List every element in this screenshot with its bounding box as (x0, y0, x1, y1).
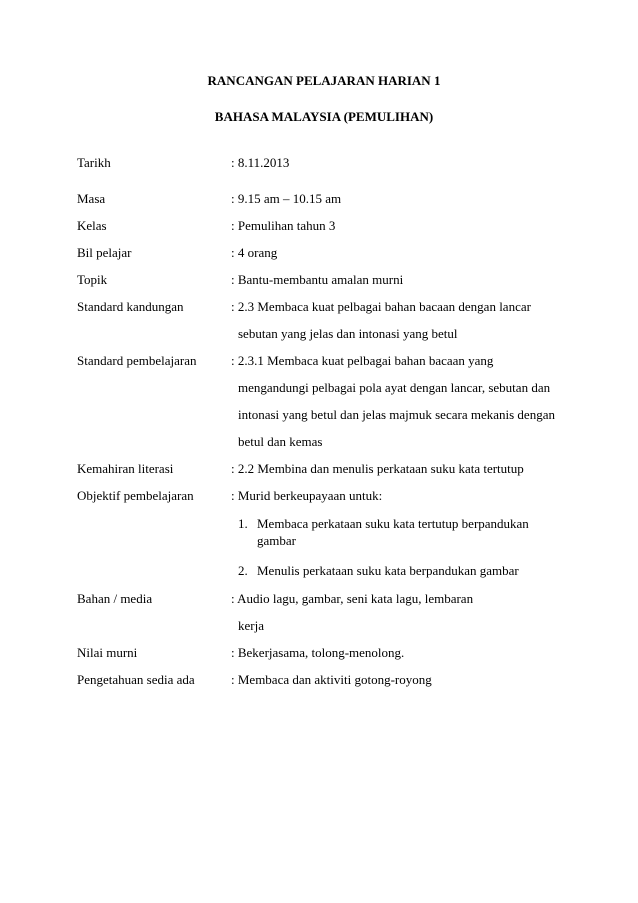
field-value-standard-pembelajaran: : 2.3.1 Membaca kuat pelbagai bahan bacaan yang (231, 353, 494, 368)
field-value-tarikh: : 8.11.2013 (231, 155, 290, 170)
list-item-text-cont: gambar (257, 533, 296, 548)
field-label-bil-pelajar: Bil pelajar (77, 245, 132, 260)
field-label-standard-kandungan: Standard kandungan (77, 299, 184, 314)
field-value-bahan-media: : Audio lagu, gambar, seni kata lagu, lembaran (231, 591, 474, 606)
field-value-kelas: : Pemulihan tahun 3 (231, 218, 336, 233)
field-value-masa: : 9.15 am – 10.15 am (231, 191, 342, 206)
field-label-nilai-murni: Nilai murni (77, 645, 138, 660)
field-value-bil-pelajar: : 4 orang (231, 245, 278, 260)
field-value-standard-pembelajaran-cont3: betul dan kemas (238, 434, 323, 449)
list-item-text: Menulis perkataan suku kata berpandukan gambar (257, 563, 519, 578)
field-label-masa: Masa (77, 191, 106, 206)
field-label-kemahiran-literasi: Kemahiran literasi (77, 461, 174, 476)
document-subtitle: BAHASA MALAYSIA (PEMULIHAN) (214, 109, 434, 124)
document-title: RANCANGAN PELAJARAN HARIAN 1 (207, 73, 441, 88)
field-label-bahan-media: Bahan / media (77, 591, 153, 606)
field-value-standard-kandungan: : 2.3 Membaca kuat pelbagai bahan bacaan dengan lancar (231, 299, 531, 314)
field-value-standard-pembelajaran-cont1: mengandungi pelbagai pola ayat dengan lancar, sebutan dan (238, 380, 551, 395)
list-item-number: 2. (238, 563, 248, 578)
field-value-kemahiran-literasi: : 2.2 Membina dan menulis perkataan suku kata tertutup (231, 461, 524, 476)
field-value-bahan-media-cont: kerja (238, 618, 264, 633)
field-label-objektif-pembelajaran: Objektif pembelajaran (77, 488, 194, 503)
list-item-number: 1. (238, 516, 248, 531)
field-label-standard-pembelajaran: Standard pembelajaran (77, 353, 197, 368)
field-value-standard-pembelajaran-cont2: intonasi yang betul dan jelas majmuk secara mekanis dengan (238, 407, 555, 422)
field-value-pengetahuan-sedia-ada: : Membaca dan aktiviti gotong-royong (231, 672, 432, 687)
list-item-text: Membaca perkataan suku kata tertutup berpandukan (257, 516, 529, 531)
field-value-standard-kandungan-cont: sebutan yang jelas dan intonasi yang betul (238, 326, 458, 341)
field-label-topik: Topik (77, 272, 108, 287)
field-value-objektif-pembelajaran: : Murid berkeupayaan untuk: (231, 488, 383, 503)
field-value-topik: : Bantu-membantu amalan murni (231, 272, 404, 287)
field-value-nilai-murni: : Bekerjasama, tolong-menolong. (231, 645, 405, 660)
field-label-kelas: Kelas (77, 218, 107, 233)
field-label-tarikh: Tarikh (77, 155, 111, 170)
field-label-pengetahuan-sedia-ada: Pengetahuan sedia ada (77, 672, 195, 687)
